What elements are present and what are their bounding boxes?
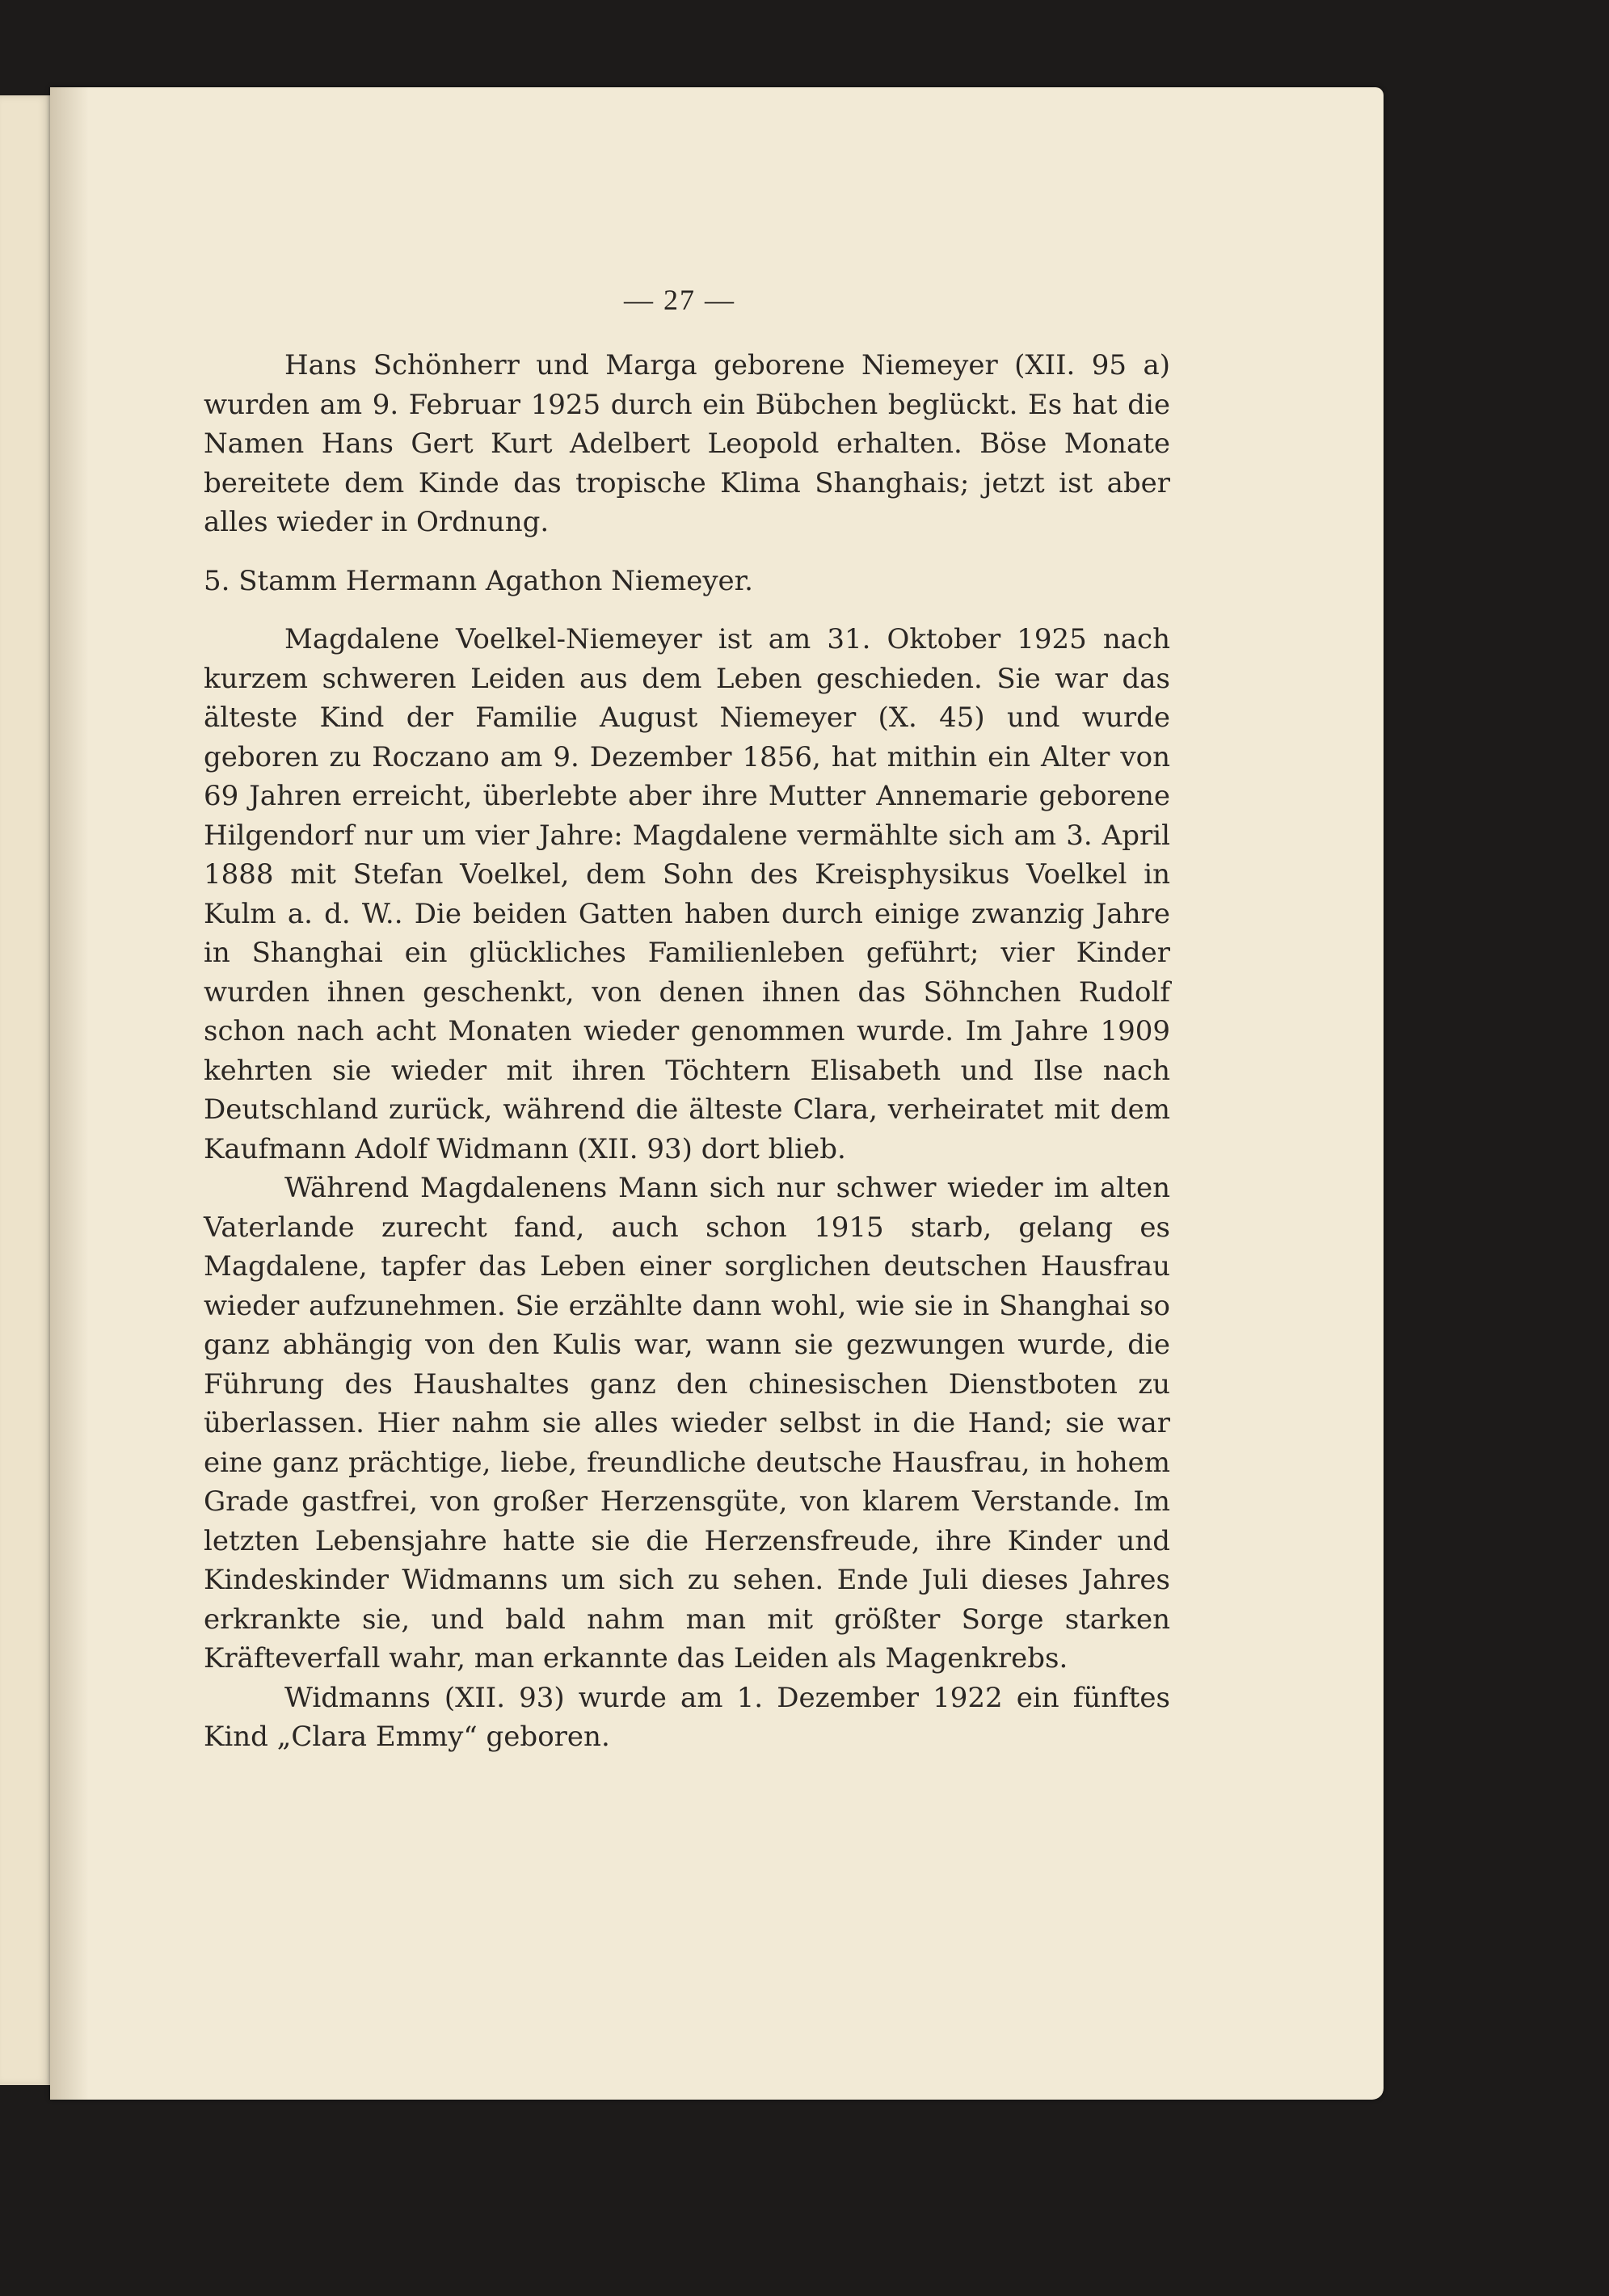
paragraph-magdalene-life: Während Magdalenens Mann sich nur schwer wieder im alten Vaterlande zurecht fand, auch schon 1915 starb, gelang es Magdalene, tapfer das Leben einer sorglichen deutschen Hausfrau wieder aufzunehmen. Sie erzählte dann wohl, wie sie in Shanghai so ganz abhängig von den Kulis war, wann sie gezwungen wurde, die Führung des Haushaltes ganz den chinesischen Dienstboten zu überlassen. Hier nahm sie alles wieder selbst in die Hand; sie war eine ganz prächtige, liebe, freundliche deutsche Hausfrau, in hohem Grade gastfrei, von großer Herzensgüte, von klarem Verstande. Im letzten Lebensjahre hatte sie die Herzensfreude, ihre Kinder und Kindeskinder Widmanns um sich zu sehen. Ende Juli dieses Jahres erkrankte sie, und bald nahm man mit größter Sorge starken Kräfteverfall wahr, man erkannte das Leiden als Magenkrebs. (204, 1172, 1170, 1675)
paragraph-schoenherr-birth: Hans Schönherr und Marga geborene Niemeyer (XII. 95 a) wurden am 9. Februar 1925 durch ein Bübchen beglückt. Es hat die Namen Hans Gert Kurt Adelbert Leopold erhalten. Böse Monate bereitete dem Kinde das tropische Klima Shanghais; jetzt ist aber alles wieder in Ordnung. (204, 349, 1170, 538)
book-page (50, 87, 1384, 2100)
paragraph-magdalene-obituary: Magdalene Voelkel-Niemeyer ist am 31. Oktober 1925 nach kurzem schweren Leiden aus dem Leben geschieden. Sie war das älteste Kind der Familie August Niemeyer (X. 45) und wurde geboren zu Roczano am 9. Dezember 1856, hat mithin ein Alter von 69 Jahren erreicht, überlebte aber ihre Mutter Annemarie geborene Hilgendorf nur um vier Jahre: Magdalene vermählte sich am 3. April 1888 mit Stefan Voelkel, dem Sohn des Kreisphysikus Voelkel in Kulm a. d. W.. Die beiden Gatten haben durch einige zwanzig Jahre in Shanghai ein glückliches Familienleben geführt; vier Kinder wurden ihnen geschenkt, von denen ihnen das Söhnchen Rudolf schon nach acht Monaten wieder genommen wurde. Im Jahre 1909 kehrten sie wieder mit ihren Töchtern Elisabeth und Ilse nach Deutschland zurück, während die älteste Clara, verheiratet mit dem Kaufmann Adolf Widmann (XII. 93) dort blieb. (204, 623, 1170, 1165)
page-number: — 27 — (624, 284, 735, 316)
body-text (204, 346, 1170, 1757)
previous-page-edge (0, 95, 52, 2085)
paragraph-widmann-birth: Widmanns (XII. 93) wurde am 1. Dezember 1922 ein fünftes Kind „Clara Emmy“ geboren. (204, 1681, 1170, 1753)
section-heading: 5. Stamm Hermann Agathon Niemeyer. (204, 564, 753, 597)
